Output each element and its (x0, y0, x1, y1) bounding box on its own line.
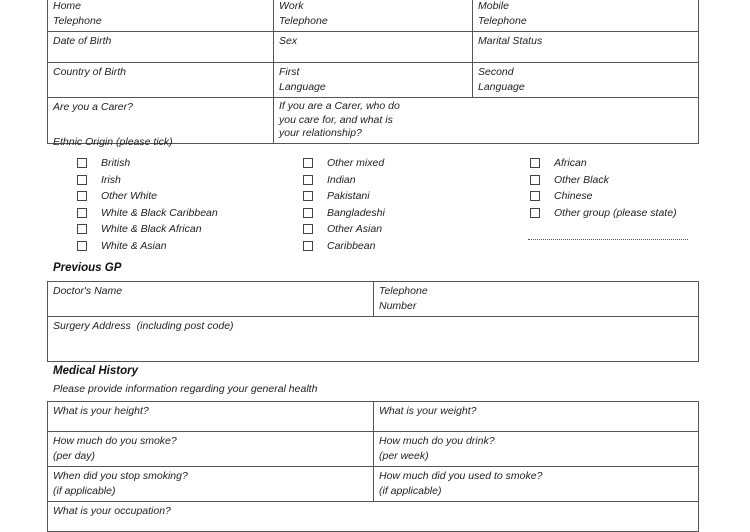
carer-relationship-label: If you are a Carer, who do you care for, and what is your relationship? (279, 100, 400, 139)
smoke-amount-field[interactable] (48, 432, 374, 467)
first-language-label: First Language (279, 66, 326, 93)
medical-history-table (47, 401, 699, 532)
carer-label: Are you a Carer? (53, 101, 133, 113)
height-label: What is your height? (53, 405, 149, 417)
drink-amount-field[interactable] (374, 432, 699, 467)
checkbox[interactable] (530, 191, 540, 201)
height-field[interactable] (48, 402, 374, 432)
checkbox[interactable] (77, 224, 87, 234)
country-of-birth-field[interactable] (48, 63, 274, 98)
surgery-address-field[interactable] (48, 317, 699, 362)
country-of-birth-label: Country of Birth (53, 66, 126, 78)
checkbox[interactable] (77, 208, 87, 218)
doctor-name-field[interactable] (48, 282, 374, 317)
medical-history-instructions: Please provide information regarding your general health (53, 383, 318, 395)
checkbox[interactable] (303, 175, 313, 185)
checkbox[interactable] (530, 208, 540, 218)
weight-field[interactable] (374, 402, 699, 432)
gp-telephone-field[interactable] (374, 282, 699, 317)
former-smoke-amount-label: How much did you used to smoke? (if applicable) (379, 470, 543, 497)
work-telephone-field[interactable] (274, 0, 473, 32)
smoke-amount-label: How much do you smoke? (per day) (53, 435, 177, 462)
date-of-birth-field[interactable] (48, 32, 274, 63)
work-telephone-label: Work Telephone (279, 0, 328, 27)
contact-details-table (47, 0, 699, 144)
other-group-write-in-line[interactable] (528, 239, 688, 240)
first-language-field[interactable] (274, 63, 473, 98)
checkbox[interactable] (530, 175, 540, 185)
sex-field[interactable] (274, 32, 473, 63)
checkbox[interactable] (303, 241, 313, 251)
marital-status-field[interactable] (473, 32, 699, 63)
stop-smoking-field[interactable] (48, 467, 374, 502)
registration-form-page: Home Telephone Work Telephone Mobile Telephone Date of Birth Sex Marital Status Country of Birth First Language Second Language Are you a Carer? If you are a Carer, who do you care for, and what is your relationship? Ethnic Origin (please tick) British Irish Other White White & Black Caribbean White & Black African White & Asian Other mixed Indian Pakistani Bangladeshi Other Asian Caribbean African Other Black Chinese Other group (please state) Previous GP Doctor's Name Telephone Number Surgery Address (including post code) Medical History Please provide information regarding your general health What is your height? What is your weight? How much do you smoke? (per day) How much do you drink? (per week) When did you stop smoking? (if applicable) How much did you used to smoke? (if applicable) What is your occupation? (0, 0, 750, 500)
marital-status-label: Marital Status (478, 35, 543, 47)
occupation-field[interactable] (48, 502, 699, 532)
previous-gp-table (47, 281, 699, 362)
checkbox[interactable] (77, 158, 87, 168)
stop-smoking-label: When did you stop smoking? (if applicable) (53, 470, 188, 497)
checkbox[interactable] (77, 241, 87, 251)
occupation-label: What is your occupation? (53, 505, 171, 517)
former-smoke-amount-field[interactable] (374, 467, 699, 502)
checkbox[interactable] (303, 208, 313, 218)
home-telephone-field[interactable] (48, 0, 274, 32)
mobile-telephone-field[interactable] (473, 0, 699, 32)
medical-history-heading: Medical History (53, 365, 138, 377)
date-of-birth-label: Date of Birth (53, 35, 112, 47)
weight-label: What is your weight? (379, 405, 477, 417)
doctor-name-label: Doctor's Name (53, 285, 123, 297)
drink-amount-label: How much do you drink? (per week) (379, 435, 495, 462)
ethnic-origin-heading: Ethnic Origin (please tick) (53, 136, 173, 148)
checkbox[interactable] (77, 175, 87, 185)
second-language-label: Second Language (478, 66, 525, 93)
checkbox[interactable] (303, 158, 313, 168)
previous-gp-heading: Previous GP (53, 262, 122, 274)
surgery-address-label: Surgery Address (including post code) (53, 320, 234, 332)
sex-label: Sex (279, 35, 298, 47)
checkbox[interactable] (303, 224, 313, 234)
gp-telephone-label: Telephone Number (379, 285, 428, 312)
checkbox[interactable] (530, 158, 540, 168)
home-telephone-label: Home Telephone (53, 0, 102, 27)
checkbox[interactable] (77, 191, 87, 201)
checkbox[interactable] (303, 191, 313, 201)
mobile-telephone-label: Mobile Telephone (478, 0, 527, 27)
second-language-field[interactable] (473, 63, 699, 98)
carer-relationship-field[interactable] (274, 98, 699, 144)
